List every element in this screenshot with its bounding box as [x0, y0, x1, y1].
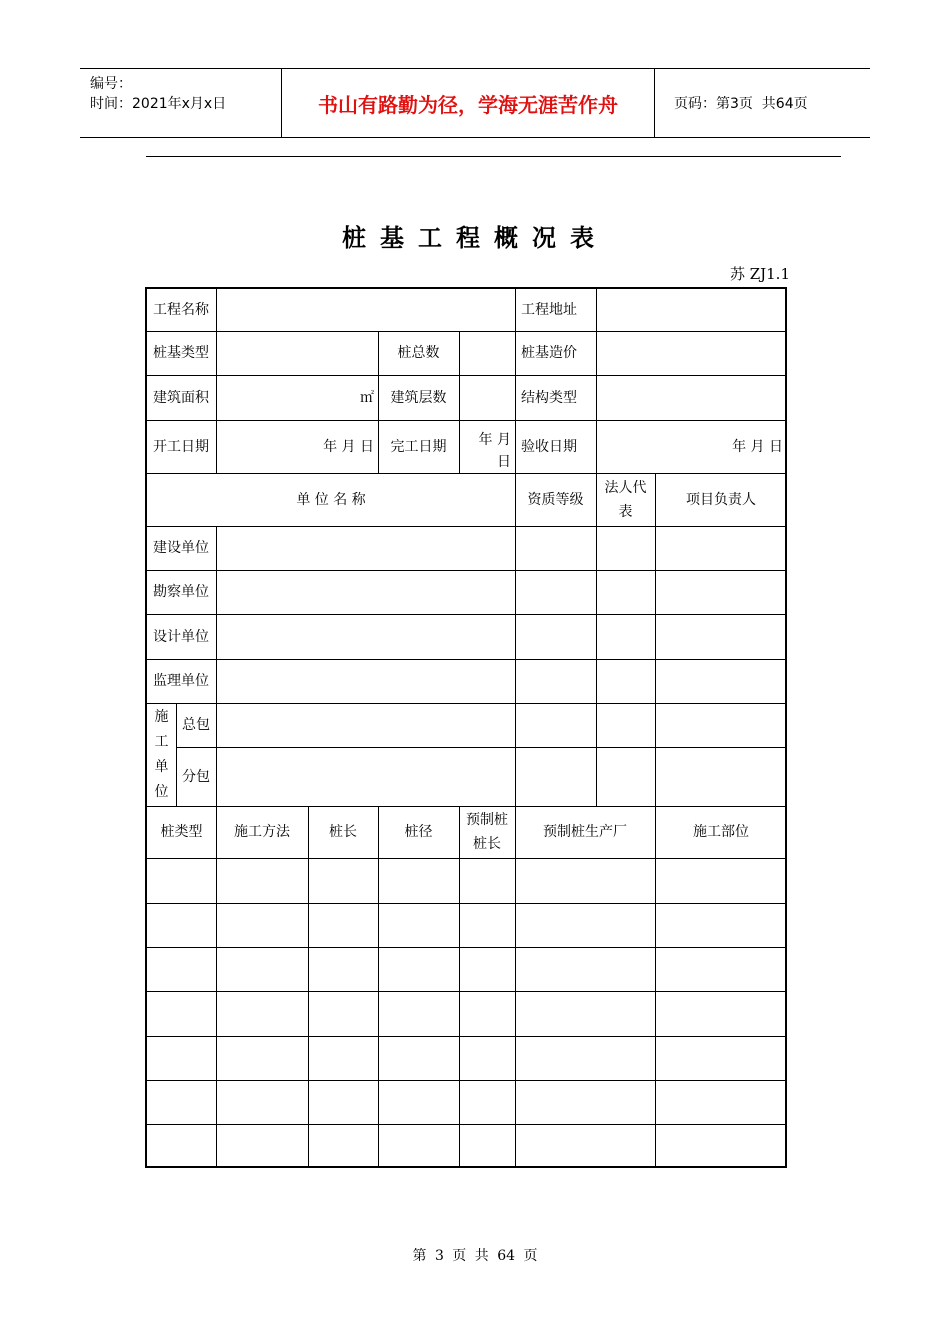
label-surveyor: 勘察单位 — [153, 584, 209, 600]
legal-rep-line1: 法人代 — [604, 479, 647, 496]
document-title: 桩基工程概况表 — [342, 224, 608, 252]
grid-line — [216, 806, 217, 1168]
finish-date-ym: 年 月 — [478, 432, 511, 448]
finish-date-value — [459, 420, 515, 473]
construction-unit-char: 单 — [154, 758, 169, 775]
grid-line — [459, 806, 460, 1168]
header-page-info: 页码：第3页 共64页 — [674, 96, 808, 112]
precast-line2: 桩长 — [473, 836, 501, 852]
page-footer: 第 3 页 共 64 页 — [412, 1248, 538, 1264]
grid-line — [147, 703, 787, 704]
grid-line — [378, 806, 379, 1168]
grid-line — [308, 806, 309, 1168]
grid-line — [147, 526, 787, 527]
grid-line — [655, 806, 656, 1168]
header-meta — [80, 69, 282, 137]
label-builder: 建设单位 — [153, 540, 209, 556]
header-motto: 书山有路勤为径，学海无涯苦作舟 — [282, 69, 655, 137]
label-start-date: 开工日期 — [153, 438, 209, 455]
header-unit-name: 单 位 名 称 — [296, 491, 366, 508]
grid-line — [147, 991, 787, 992]
legal-rep-line2: 表 — [618, 503, 633, 520]
grid-line — [147, 659, 787, 660]
col-manufacturer: 预制桩生产厂 — [543, 824, 627, 840]
grid-line — [147, 1036, 787, 1037]
label-finish-date: 完工日期 — [390, 438, 447, 455]
label-structure-type: 结构类型 — [521, 389, 577, 406]
acceptance-date-value: 年 月 日 — [732, 438, 783, 455]
label-supervisor: 监理单位 — [153, 673, 209, 689]
header-legal-rep — [596, 473, 655, 526]
label-general-contract: 总包 — [182, 717, 210, 733]
grid-line — [147, 614, 787, 615]
col-precast-length — [459, 806, 515, 858]
col-diameter: 桩径 — [404, 824, 433, 840]
header-separator — [146, 156, 841, 157]
grid-line — [216, 526, 217, 703]
pile-overview-table — [145, 287, 787, 1168]
col-location: 施工部位 — [693, 824, 749, 840]
time-label: 时间：2021年x月x日 — [90, 96, 227, 112]
col-pile-type: 桩类型 — [160, 824, 203, 840]
grid-line — [216, 703, 217, 806]
grid-line — [515, 806, 516, 1168]
finish-date-d: 日 — [497, 454, 511, 470]
col-method: 施工方法 — [234, 824, 290, 840]
label-construction-unit — [147, 703, 176, 806]
grid-line — [596, 289, 597, 331]
grid-line — [147, 570, 787, 571]
number-label: 编号： — [90, 76, 132, 92]
grid-line — [147, 331, 787, 332]
label-pile-cost: 桩基造价 — [521, 345, 577, 361]
page-header — [80, 68, 870, 138]
form-code: 苏 ZJ1.1 — [729, 265, 790, 283]
construction-unit-char: 施 — [154, 708, 169, 725]
grid-line — [176, 747, 787, 748]
grid-line — [147, 947, 787, 948]
label-project-address: 工程地址 — [521, 302, 577, 318]
header-qualification: 资质等级 — [527, 491, 584, 508]
label-building-floors: 建筑层数 — [390, 389, 447, 406]
label-pile-type: 桩基类型 — [153, 345, 209, 361]
label-building-area: 建筑面积 — [153, 389, 209, 406]
start-date-value: 年 月 日 — [323, 438, 374, 455]
header-project-leader: 项目负责人 — [686, 491, 756, 508]
label-project-name: 工程名称 — [153, 302, 209, 318]
construction-unit-char: 工 — [154, 733, 169, 750]
grid-line — [147, 1124, 787, 1125]
construction-unit-char: 位 — [154, 783, 169, 800]
area-unit: ㎡ — [360, 389, 374, 406]
grid-line — [147, 858, 787, 859]
col-length: 桩长 — [329, 824, 357, 840]
grid-line — [147, 1080, 787, 1081]
label-acceptance-date: 验收日期 — [521, 438, 577, 455]
grid-line — [147, 903, 787, 904]
label-sub-contract: 分包 — [182, 768, 210, 785]
label-designer: 设计单位 — [153, 628, 209, 645]
label-pile-count: 桩总数 — [397, 345, 440, 361]
precast-line1: 预制桩 — [466, 812, 508, 828]
